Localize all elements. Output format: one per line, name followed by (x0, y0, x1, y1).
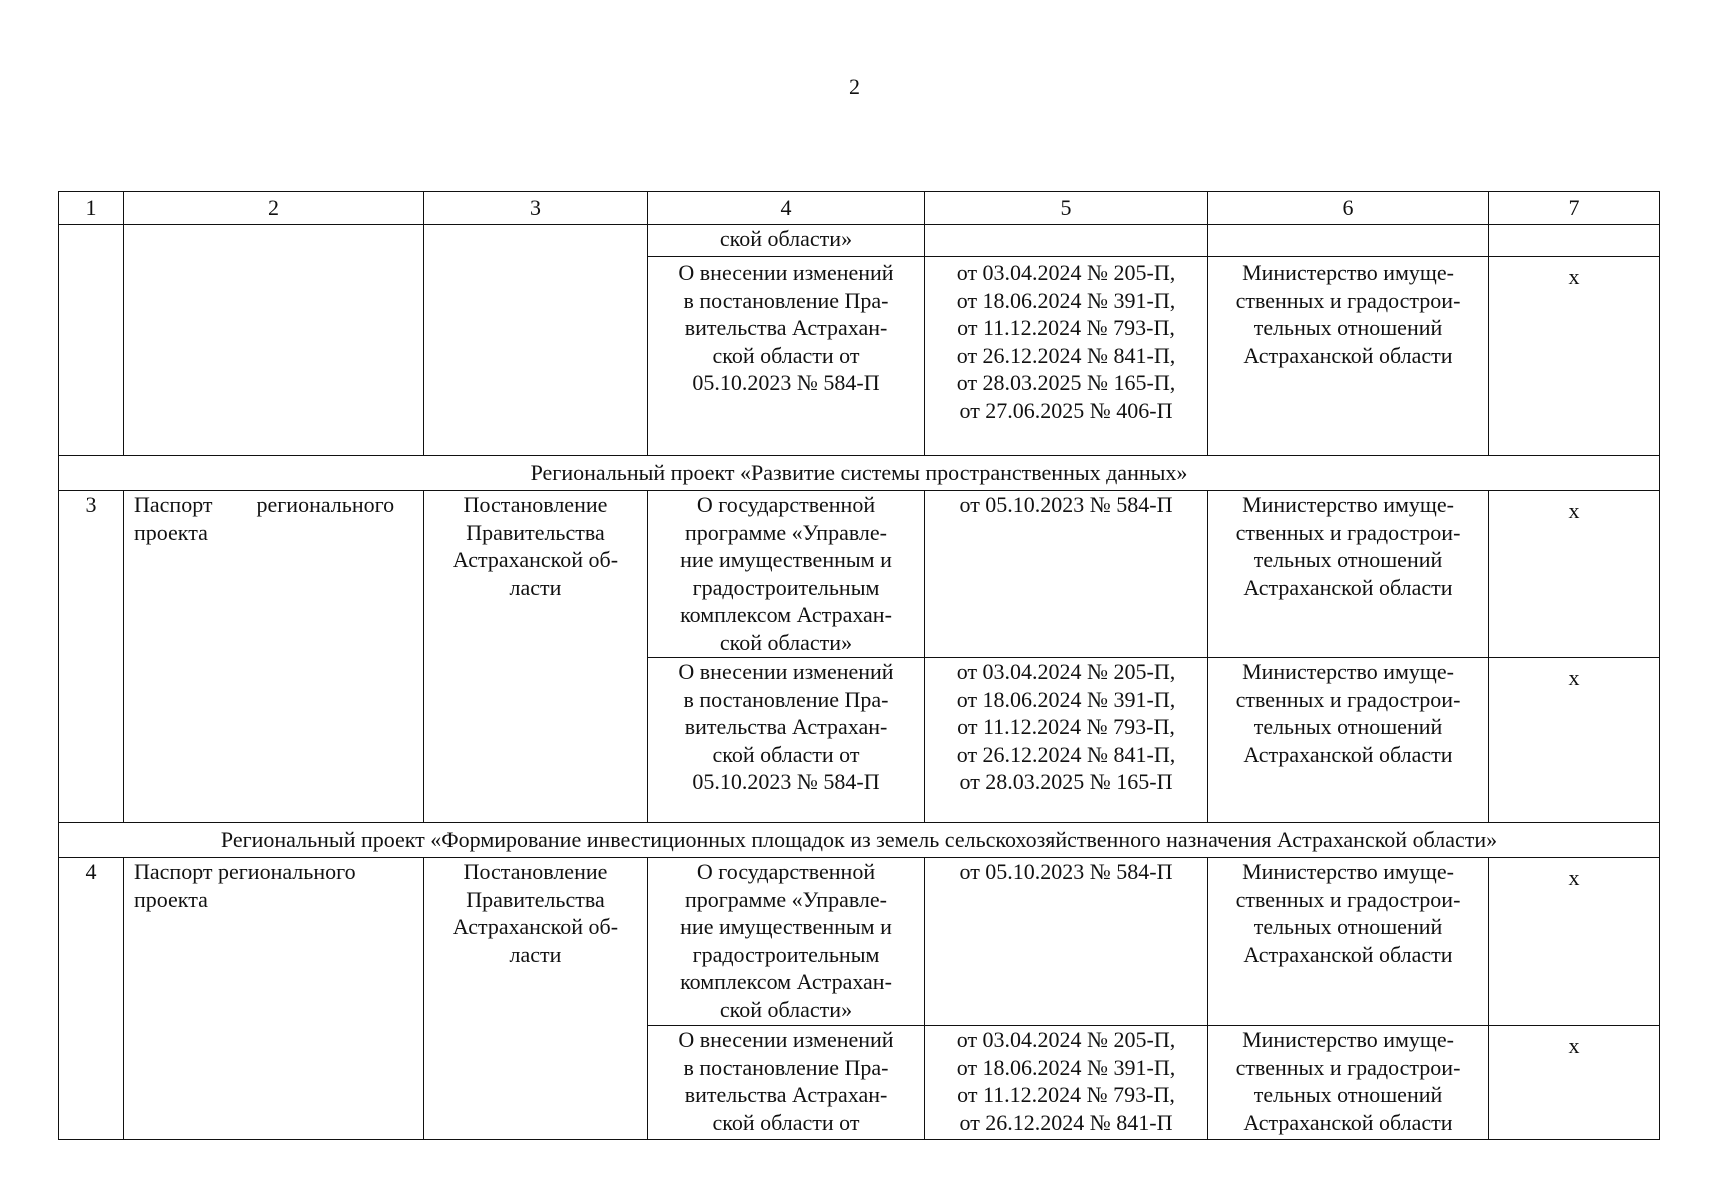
cont-act-type-cell (424, 225, 648, 456)
column-number-2: 2 (124, 192, 424, 225)
project-heading-row (59, 456, 1660, 491)
row-3-title-b: О внесении изменений в постановление Пра- вительства Астрахан- ской области от 05.10.2023 № 584-П (648, 658, 925, 823)
table-row (59, 491, 1660, 658)
row-4-authority-a: Министерство имуще- ственных и градострои- тельных отношений Астраханской области (1208, 858, 1489, 1026)
cont-date-top-cell (925, 225, 1208, 257)
row-4-title-b: О внесении изменений в постановление Пра- вительства Астрахан- ской области от (648, 1026, 925, 1140)
row-3-mark-b: х (1489, 658, 1660, 823)
row-3-title-a: О государственной программе «Управле- ние имущественным и градостроительным комплексом Астрахан- ской области» (648, 491, 925, 658)
project-4-title: Региональный проект «Формирование инвестиционных площадок из земель сельскохозяйственного назначения Астраханской области» (59, 823, 1660, 858)
row-4-act-type: Постановление Правительства Астраханской об- ласти (424, 858, 648, 1140)
cont-mark-top-cell (1489, 225, 1660, 257)
cont-number-cell (59, 225, 124, 456)
row-3-date-a: от 05.10.2023 № 584-П (925, 491, 1208, 658)
column-number-row (59, 192, 1660, 225)
row-3-number: 3 (59, 491, 124, 823)
row-3-authority-a: Министерство имуще- ственных и градострои- тельных отношений Астраханской области (1208, 491, 1489, 658)
cont-title-top-cell: ской области» (648, 225, 925, 257)
cont-doc-type-cell (124, 225, 424, 456)
row-3-authority-b: Министерство имуще- ственных и градострои- тельных отношений Астраханской области (1208, 658, 1489, 823)
column-number-4: 4 (648, 192, 925, 225)
cont-title-cell: О внесении изменений в постановление Пра- вительства Астрахан- ской области от 05.10.2023 № 584-П (648, 257, 925, 456)
cont-mark-cell: х (1489, 257, 1660, 456)
column-number-7: 7 (1489, 192, 1660, 225)
register-table (58, 191, 1660, 1140)
row-4-date-b: от 03.04.2024 № 205-П, от 18.06.2024 № 391-П, от 11.12.2024 № 793-П, от 26.12.2024 № 841-П (925, 1026, 1208, 1140)
table-row (59, 858, 1660, 1026)
project-3-title: Региональный проект «Развитие системы пространственных данных» (59, 456, 1660, 491)
row-4-doc-type: Паспорт регионального проекта (124, 858, 424, 1140)
row-3-date-b: от 03.04.2024 № 205-П, от 18.06.2024 № 391-П, от 11.12.2024 № 793-П, от 26.12.2024 № 841-П, от 28.03.2025 № 165-П (925, 658, 1208, 823)
row-4-date-a: от 05.10.2023 № 584-П (925, 858, 1208, 1026)
row-4-title-a: О государственной программе «Управле- ние имущественным и градостроительным комплексом Астрахан- ской области» (648, 858, 925, 1026)
cont-date-cell: от 03.04.2024 № 205-П, от 18.06.2024 № 391-П, от 11.12.2024 № 793-П, от 26.12.2024 № 841-П, от 28.03.2025 № 165-П, от 27.06.2025 № 406-П (925, 257, 1208, 456)
column-number-6: 6 (1208, 192, 1489, 225)
cont-authority-cell: Министерство имуще- ственных и градострои- тельных отношений Астраханской области (1208, 257, 1489, 456)
cont-authority-top-cell (1208, 225, 1489, 257)
row-4-mark-a: х (1489, 858, 1660, 1026)
row-4-mark-b: х (1489, 1026, 1660, 1140)
page-number: 2 (849, 74, 860, 99)
row-4-authority-b: Министерство имуще- ственных и градострои- тельных отношений Астраханской области (1208, 1026, 1489, 1140)
column-number-5: 5 (925, 192, 1208, 225)
column-number-1: 1 (59, 192, 124, 225)
table-row (59, 225, 1660, 257)
column-number-3: 3 (424, 192, 648, 225)
row-3-act-type: Постановление Правительства Астраханской об- ласти (424, 491, 648, 823)
row-4-number: 4 (59, 858, 124, 1140)
project-heading-row (59, 823, 1660, 858)
row-3-mark-a: х (1489, 491, 1660, 658)
row-3-doc-type: Паспорт регионального проекта (124, 491, 424, 823)
